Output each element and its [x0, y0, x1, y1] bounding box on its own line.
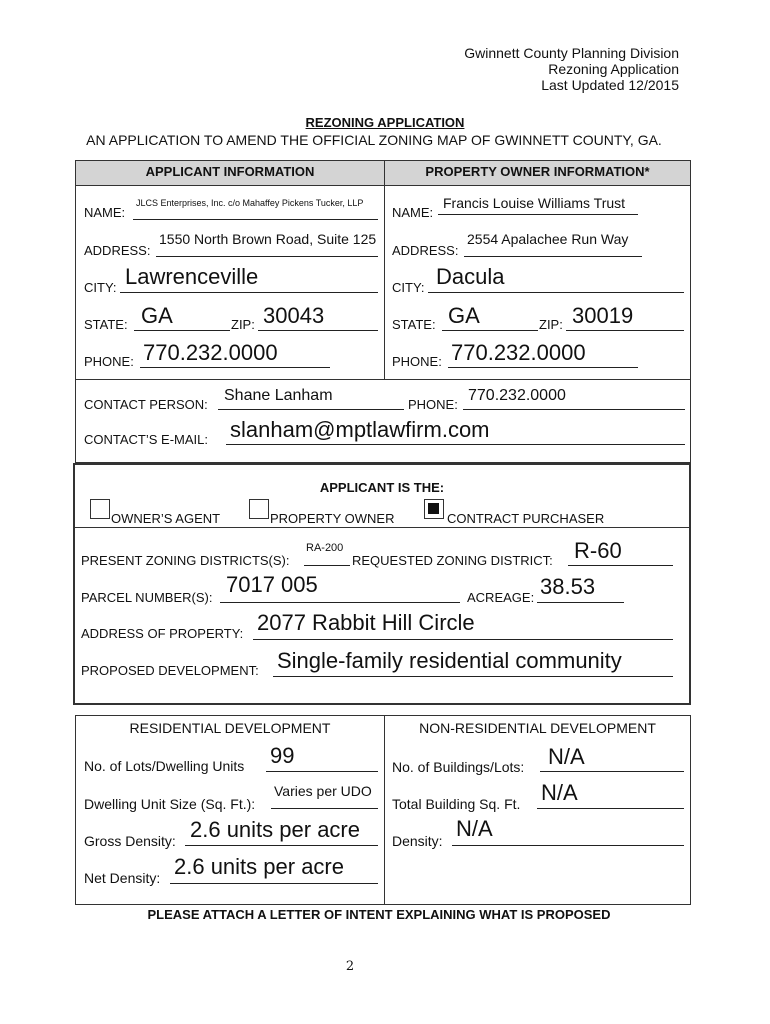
buildings-line [540, 771, 684, 772]
applicant-zip-label: ZIP: [231, 317, 255, 332]
applicant-phone-label: PHONE: [84, 354, 134, 369]
contract-purchaser-checkbox[interactable] [424, 499, 444, 519]
header-division: Gwinnett County Planning Division [464, 45, 679, 61]
contract-purchaser-label: CONTRACT PURCHASER [447, 511, 605, 526]
contact-person-line [218, 409, 404, 410]
building-sqft-value: N/A [541, 780, 578, 805]
applicant-address-line [156, 256, 378, 257]
proposed-development-label: PROPOSED DEVELOPMENT: [81, 663, 259, 678]
column-divider [384, 160, 385, 380]
contact-email-label: CONTACT’S E-MAIL: [84, 432, 208, 447]
applicant-address-label: ADDRESS: [84, 243, 151, 258]
owner-heading: PROPERTY OWNER INFORMATION* [385, 161, 690, 186]
owner-zip-value: 30019 [572, 303, 634, 328]
owner-zip-line [566, 330, 684, 331]
nonres-density-label: Density: [392, 833, 443, 849]
contact-phone-label: PHONE: [408, 397, 458, 412]
applicant-zip-value: 30043 [263, 303, 325, 328]
applicant-is-heading: APPLICANT IS THE: [319, 480, 445, 495]
applicant-heading: APPLICANT INFORMATION [76, 161, 384, 186]
owner-state-value: GA [448, 303, 480, 328]
gross-density-line [185, 845, 378, 846]
net-density-value: 2.6 units per acre [174, 854, 344, 879]
proposed-development-value: Single-family residential community [277, 648, 622, 673]
applicant-name-label: NAME: [84, 205, 126, 220]
applicant-zip-line [258, 330, 378, 331]
property-address-value: 2077 Rabbit Hill Circle [257, 610, 475, 635]
lots-label: No. of Lots/Dwelling Units [84, 758, 245, 774]
zoning-divider [75, 527, 689, 528]
requested-zoning-label: REQUESTED ZONING DISTRICT: [352, 553, 553, 568]
contact-person-label: CONTACT PERSON: [84, 397, 208, 412]
contact-email-line [226, 444, 685, 445]
acreage-value: 38.53 [540, 574, 596, 599]
applicant-phone-value: 770.232.0000 [143, 340, 278, 365]
building-sqft-line [537, 808, 684, 809]
owners-agent-checkbox[interactable] [90, 499, 110, 519]
unit-size-value: Varies per UDO [274, 783, 372, 799]
property-owner-label: PROPERTY OWNER [270, 511, 395, 526]
applicant-city-label: CITY: [84, 280, 117, 295]
parcel-line [220, 602, 460, 603]
requested-zoning-value: R-60 [574, 538, 622, 563]
attach-letter-note: PLEASE ATTACH A LETTER OF INTENT EXPLAINING WHAT IS PROPOSED [147, 907, 611, 922]
lots-value: 99 [270, 743, 295, 768]
property-owner-checkbox[interactable] [249, 499, 269, 519]
owner-phone-value: 770.232.0000 [451, 340, 586, 365]
form-title: REZONING APPLICATION [305, 115, 465, 130]
net-density-line [170, 883, 378, 884]
owner-name-line [438, 214, 638, 215]
owner-zip-label: ZIP: [539, 317, 563, 332]
acreage-line [537, 602, 624, 603]
unit-size-label: Dwelling Unit Size (Sq. Ft.): [84, 796, 256, 812]
nonres-density-line [452, 845, 684, 846]
owner-state-line [442, 330, 538, 331]
residential-heading: RESIDENTIAL DEVELOPMENT [129, 720, 331, 736]
applicant-city-line [120, 292, 378, 293]
contact-phone-value: 770.232.0000 [468, 387, 566, 404]
page-number: 2 [345, 959, 355, 974]
header-updated: Last Updated 12/2015 [541, 77, 679, 93]
header-form-name: Rezoning Application [548, 61, 679, 77]
gross-density-label: Gross Density: [84, 833, 176, 849]
owner-city-line [428, 292, 684, 293]
buildings-value: N/A [548, 744, 585, 769]
present-zoning-value: RA-200 [306, 542, 344, 554]
owner-address-line [464, 256, 642, 257]
unit-size-line [271, 808, 378, 809]
property-address-label: ADDRESS OF PROPERTY: [81, 626, 244, 641]
applicant-state-label: STATE: [84, 317, 128, 332]
form-subtitle: AN APPLICATION TO AMEND THE OFFICIAL ZONING MAP OF GWINNETT COUNTY, GA. [86, 132, 662, 148]
contact-email-value: slanham@mptlawfirm.com [230, 417, 490, 442]
owner-phone-label: PHONE: [392, 354, 442, 369]
applicant-name-value: JLCS Enterprises, Inc. c/o Mahaffey Pickens Tucker, LLP [136, 198, 364, 208]
owner-phone-line [448, 367, 638, 368]
owner-address-value: 2554 Apalachee Run Way [467, 231, 629, 247]
property-address-line [253, 639, 673, 640]
buildings-label: No. of Buildings/Lots: [392, 759, 525, 775]
owner-state-label: STATE: [392, 317, 436, 332]
net-density-label: Net Density: [84, 870, 161, 886]
parcel-value: 7017 005 [226, 572, 318, 597]
header-block [464, 45, 679, 93]
applicant-city-value: Lawrenceville [125, 264, 259, 289]
proposed-development-line [273, 676, 673, 677]
owner-city-label: CITY: [392, 280, 425, 295]
applicant-state-line [134, 330, 230, 331]
nonres-density-value: N/A [456, 816, 493, 841]
gross-density-value: 2.6 units per acre [190, 817, 360, 842]
owners-agent-label: OWNER’S AGENT [111, 511, 221, 526]
parcel-label: PARCEL NUMBER(S): [81, 590, 213, 605]
development-divider [384, 715, 385, 905]
owner-name-label: NAME: [392, 205, 434, 220]
owner-address-label: ADDRESS: [392, 243, 459, 258]
nonresidential-heading: NON-RESIDENTIAL DEVELOPMENT [419, 720, 656, 736]
contact-phone-line [463, 409, 685, 410]
owner-name-value: Francis Louise Williams Trust [443, 195, 626, 211]
present-zoning-line [304, 565, 350, 566]
owner-city-value: Dacula [436, 264, 505, 289]
applicant-state-value: GA [141, 303, 173, 328]
contact-person-value: Shane Lanham [224, 387, 333, 404]
applicant-address-value: 1550 North Brown Road, Suite 125 [159, 231, 377, 247]
lots-line [266, 771, 378, 772]
acreage-label: ACREAGE: [467, 590, 535, 605]
requested-zoning-line [568, 565, 673, 566]
building-sqft-label: Total Building Sq. Ft. [392, 796, 521, 812]
present-zoning-label: PRESENT ZONING DISTRICTS(S): [81, 553, 290, 568]
applicant-name-line [133, 219, 378, 220]
applicant-phone-line [140, 367, 330, 368]
